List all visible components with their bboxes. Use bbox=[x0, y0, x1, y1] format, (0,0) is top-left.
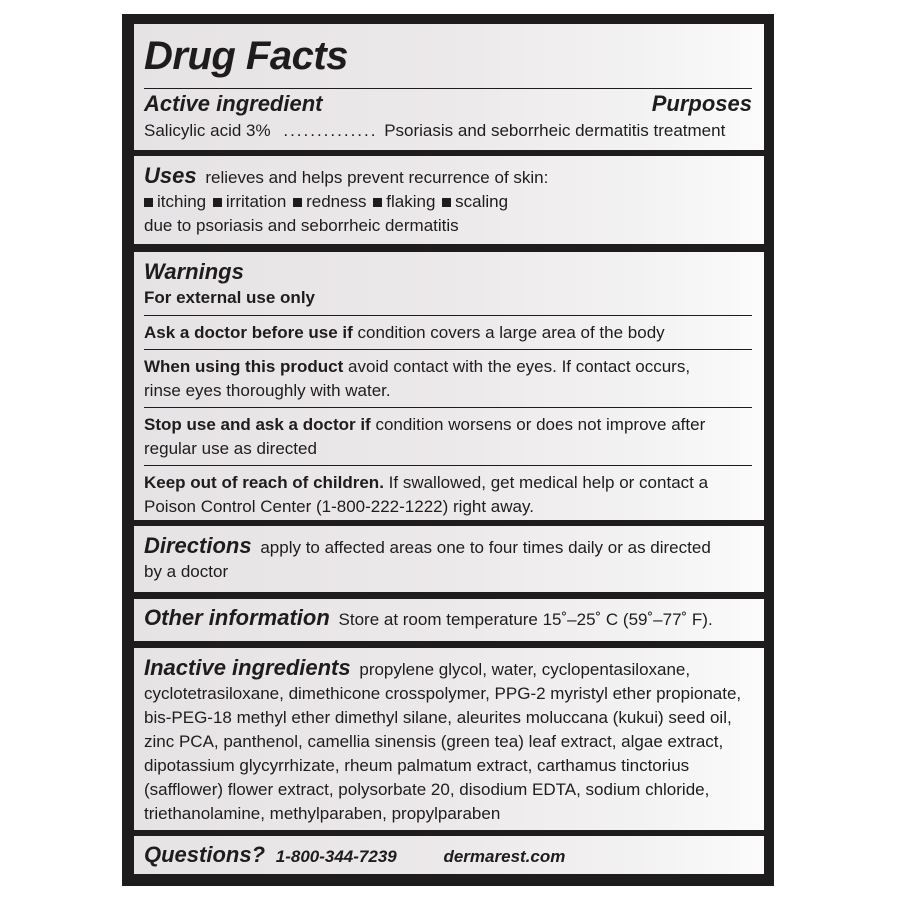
bullet-icon bbox=[373, 198, 382, 207]
questions-label: Questions? bbox=[144, 842, 266, 867]
inactive-line: zinc PCA, panthenol, camellia sinensis (green tea) leaf extract, algae extract, bbox=[144, 732, 724, 751]
keep-out-line1 bbox=[144, 471, 752, 495]
keep-out-text: If swallowed, get medical help or contact a bbox=[388, 473, 709, 492]
directions-line1 bbox=[144, 534, 752, 560]
inactive-ingredients-section bbox=[134, 648, 764, 830]
when-using-warning bbox=[144, 350, 752, 407]
inactive-line: triethanolamine, methylparaben, propylparaben bbox=[144, 804, 501, 823]
inactive-line bbox=[144, 656, 752, 682]
uses-intro-line bbox=[144, 164, 752, 190]
other-information-text: Store at room temperature 15˚–25˚ C (59˚–77˚ F). bbox=[338, 610, 713, 629]
active-ingredient-name: Salicylic acid 3% bbox=[144, 121, 271, 140]
stop-use-line1 bbox=[144, 413, 752, 437]
drug-facts-panel bbox=[122, 14, 774, 886]
active-ingredient-purpose: Psoriasis and seborrheic dermatitis treatment bbox=[384, 121, 726, 140]
directions-heading: Directions bbox=[144, 533, 252, 558]
website: dermarest.com bbox=[443, 847, 566, 866]
keep-out-line2: Poison Control Center (1-800-222-1222) right away. bbox=[144, 497, 534, 516]
external-use-only: For external use only bbox=[144, 288, 315, 307]
bullet-icon bbox=[293, 198, 302, 207]
other-information-heading: Other information bbox=[144, 605, 330, 630]
bullet-icon bbox=[144, 198, 153, 207]
inactive-ingredients-heading: Inactive ingredients bbox=[144, 655, 351, 680]
uses-intro: relieves and helps prevent recurrence of skin: bbox=[205, 168, 549, 187]
questions-phone: 1-800-344-7239 bbox=[275, 847, 397, 866]
inactive-line: dipotassium glycyrrhizate, rheum palmatum extract, carthamus tinctorius bbox=[144, 756, 690, 775]
ask-doctor-warning bbox=[144, 316, 752, 349]
uses-item: itching bbox=[157, 192, 207, 211]
active-ingredient-section bbox=[134, 24, 764, 150]
when-using-line1 bbox=[144, 355, 752, 379]
ask-doctor-text: condition covers a large area of the body bbox=[357, 323, 665, 342]
ask-doctor-label: Ask a doctor before use if bbox=[144, 323, 353, 342]
uses-item: flaking bbox=[386, 192, 436, 211]
inactive-line: bis-PEG-18 methyl ether dimethyl silane, aleurites moluccana (kukui) seed oil, bbox=[144, 708, 732, 727]
stop-use-text: condition worsens or does not improve after bbox=[375, 415, 706, 434]
uses-heading: Uses bbox=[144, 163, 197, 188]
bullet-icon bbox=[442, 198, 451, 207]
directions-line2: by a doctor bbox=[144, 562, 229, 581]
stop-use-warning bbox=[144, 408, 752, 465]
when-using-label: When using this product bbox=[144, 357, 344, 376]
stop-use-line2: regular use as directed bbox=[144, 439, 317, 458]
uses-list bbox=[144, 190, 752, 214]
active-ingredient-row bbox=[144, 119, 752, 143]
keep-out-warning bbox=[144, 466, 752, 519]
uses-outro: due to psoriasis and seborrheic dermatitis bbox=[144, 216, 459, 235]
questions-section bbox=[134, 836, 764, 874]
uses-section bbox=[134, 156, 764, 244]
when-using-line2: rinse eyes thoroughly with water. bbox=[144, 381, 391, 400]
keep-out-label: Keep out of reach of children. bbox=[144, 473, 384, 492]
inactive-ingredients-text: propylene glycol, water, cyclopentasiloxane, bbox=[359, 660, 691, 679]
stop-use-label: Stop use and ask a doctor if bbox=[144, 415, 371, 434]
warnings-section bbox=[134, 252, 764, 520]
when-using-text: avoid contact with the eyes. If contact occurs, bbox=[348, 357, 691, 376]
active-header-row bbox=[144, 89, 752, 119]
dot-leader: .............. bbox=[283, 121, 378, 140]
drug-facts-title: Drug Facts bbox=[144, 34, 348, 78]
uses-item: irritation bbox=[225, 192, 287, 211]
directions-text: apply to affected areas one to four times daily or as directed bbox=[260, 538, 711, 557]
other-information-section bbox=[134, 599, 764, 641]
purposes-heading: Purposes bbox=[651, 91, 752, 116]
uses-item: redness bbox=[306, 192, 367, 211]
uses-item: scaling bbox=[455, 192, 509, 211]
active-ingredient-heading: Active ingredient bbox=[144, 91, 323, 116]
directions-section bbox=[134, 526, 764, 592]
inactive-line: (safflower) flower extract, polysorbate 20, disodium EDTA, sodium chloride, bbox=[144, 780, 710, 799]
bullet-icon bbox=[213, 198, 222, 207]
warnings-heading: Warnings bbox=[144, 259, 244, 284]
inactive-line: cyclotetrasiloxane, dimethicone crosspolymer, PPG-2 myristyl ether propionate, bbox=[144, 684, 742, 703]
